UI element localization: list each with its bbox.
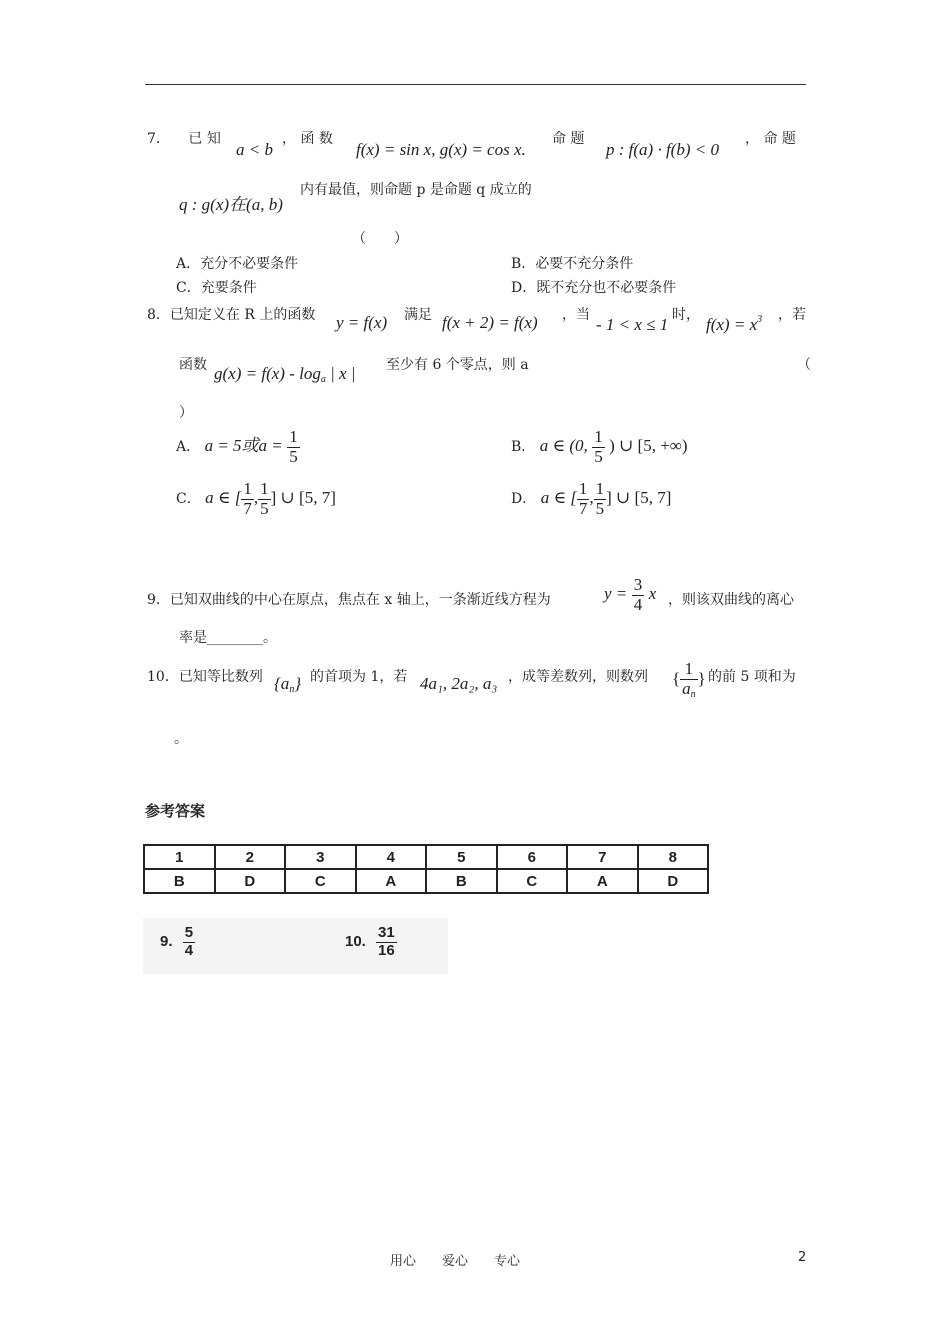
numerator: 3 (633, 575, 643, 594)
q7-text-3: 命 题 (552, 131, 585, 147)
q8-option-a (176, 428, 300, 466)
denominator: 16 (378, 941, 395, 959)
q7-option-d: D．既不充分也不必要条件 (511, 280, 677, 296)
answer-number-cell: 6 (497, 845, 568, 869)
denominator-sub: n (690, 688, 696, 700)
q7-condition: a < b (236, 140, 273, 159)
numerator: 1 (594, 427, 603, 446)
answer-letter-cell: C (497, 869, 568, 893)
q8-periodic-eq: f(x + 2) = f(x) (442, 313, 538, 332)
answer-letter-cell: D (215, 869, 286, 893)
answer-letter-cell: A (567, 869, 638, 893)
denominator: 7 (578, 498, 588, 518)
answer-9 (160, 925, 195, 959)
q9-eq-right: x (648, 584, 657, 604)
q8-option-c-fraction1 (241, 480, 254, 518)
q8-option-b-expr2: ) ∪ [5, +∞) (609, 436, 688, 456)
q8-paren-left: （ (797, 357, 811, 373)
q10-seq-open: {a (274, 674, 290, 693)
answer-table-row-numbers (144, 845, 708, 869)
q8-function: y = f(x) (336, 313, 388, 332)
header-rule (145, 84, 806, 85)
answer-number-cell: 3 (285, 845, 356, 869)
q7-answer-paren: （ ） (352, 231, 408, 247)
q8-fx-exponent: 3 (757, 314, 763, 325)
q9-fraction (632, 576, 645, 614)
footer-motto: 用心 爱心 专心 (390, 1254, 521, 1269)
q7-functions: f(x) = sin x, g(x) = cos x. (356, 140, 526, 159)
denominator: 7 (243, 498, 252, 518)
denominator: 5 (594, 446, 603, 466)
q8-option-d (511, 480, 671, 518)
q8-paren-right: ） (179, 405, 193, 421)
q10-text-4: 的前 5 项和为 (708, 669, 796, 685)
q8-text-5: 函数 (179, 357, 207, 373)
q9-text-1: 9．已知双曲线的中心在原点，焦点在 x 轴上，一条渐近线方程为 (147, 592, 551, 608)
q8-option-a-fraction (287, 428, 300, 466)
answer-letter-cell: B (144, 869, 215, 893)
q8-text-1: 满足 (404, 307, 432, 323)
answer-10 (345, 925, 397, 959)
answer-9-label: 9. (160, 932, 173, 950)
answer-letter-cell: A (356, 869, 427, 893)
q9-text-3: 率是________。 (179, 630, 277, 646)
q8-fx-base: f(x) = x (706, 315, 758, 334)
q8-text-4: ，若 (778, 307, 806, 323)
q7-text-2: ， 函 数 (282, 131, 333, 147)
page-number: 2 (798, 1250, 807, 1265)
denominator: 4 (184, 941, 194, 959)
answer-9-fraction (183, 925, 195, 959)
q10-text-2: 的首项为 1，若 (310, 669, 408, 685)
q8-option-c (176, 480, 336, 518)
denominator (680, 680, 698, 700)
answer-number-cell: 7 (567, 845, 638, 869)
answer-table (143, 844, 709, 894)
numerator: 1 (243, 479, 252, 498)
numerator: 31 (378, 924, 395, 941)
q8-number-text: 8．已知定义在 R 上的函数 (147, 307, 316, 323)
answer-letter-cell: C (285, 869, 356, 893)
q8-option-d-fraction2 (594, 480, 607, 518)
q8-option-b-fraction (592, 428, 605, 466)
q8-option-c-expr2: ] ∪ [5, 7] (270, 488, 336, 508)
q10-fraction (680, 660, 698, 700)
q8-option-c-comma: , (253, 488, 259, 508)
q10-text-3: ，成等差数列，则数列 (508, 669, 648, 685)
answer-letter-cell: B (426, 869, 497, 893)
q8-option-b-label: B． (511, 439, 536, 456)
q9-text-2: ，则该双曲线的离心 (668, 592, 794, 608)
numerator: 1 (289, 427, 298, 446)
q7-option-a: A．充分不必要条件 (176, 256, 299, 272)
q8-option-c-label: C． (176, 491, 201, 508)
answer-letter-cell: D (638, 869, 709, 893)
numerator: 1 (260, 479, 269, 498)
q8-option-b (511, 428, 688, 466)
denominator: 5 (289, 446, 298, 466)
numerator: 5 (184, 924, 194, 941)
answer-10-fraction (376, 925, 397, 959)
answer-number-cell: 8 (638, 845, 709, 869)
q8-option-d-label: D． (511, 491, 537, 508)
answer-number-cell: 4 (356, 845, 427, 869)
q8-option-b-expr1: a ∈ (0, (539, 436, 588, 456)
q8-gx (214, 364, 355, 385)
answer-number-cell: 5 (426, 845, 497, 869)
q8-option-d-expr2: ] ∪ [5, 7] (606, 488, 672, 508)
numerator: 1 (595, 479, 605, 498)
answer-table-row-letters (144, 869, 708, 893)
q7-text-4: ， 命 题 (745, 131, 796, 147)
q8-text-2: ，当 (562, 307, 590, 323)
q8-option-d-expr1: a ∈ [ (540, 488, 577, 508)
q8-gx-log-base: a (320, 374, 326, 385)
q8-fx (706, 314, 762, 335)
q8-option-d-comma: , (589, 488, 594, 508)
numerator: 1 (680, 660, 698, 680)
q10-reciprocal-seq: { $\frac{1}{a_n}$ } (672, 659, 706, 700)
answer-number-cell: 1 (144, 845, 215, 869)
answers-heading: 参考答案 (145, 802, 206, 820)
denominator: 5 (595, 498, 605, 518)
q9-eq-left: y = (604, 584, 628, 604)
q7-text-5: 内有最值，则命题 p 是命题 q 成立的 (300, 182, 532, 198)
q8-option-c-expr1: a ∈ [ (205, 488, 242, 508)
q7-line1 (147, 128, 221, 148)
answer-number-cell: 2 (215, 845, 286, 869)
q8-option-d-fraction1 (577, 480, 590, 518)
q7-proposition-q: q : g(x)在(a, b) (179, 195, 283, 214)
q8-text-3: 时， (672, 307, 700, 323)
q7-option-c: C．充要条件 (176, 280, 257, 296)
q10-sequence (274, 674, 301, 695)
q7-proposition-p: p : f(a) · f(b) < 0 (606, 140, 719, 159)
denominator: 5 (260, 498, 269, 518)
q9-asymptote (604, 576, 656, 614)
q8-range: - 1 < x ≤ 1 (596, 315, 669, 334)
numerator: 1 (578, 479, 588, 498)
q8-option-a-label: A． (176, 439, 201, 456)
q7-text-1: 已 知 (188, 131, 221, 147)
q8-option-c-fraction2 (258, 480, 271, 518)
q10-seq-sub: n (289, 684, 295, 695)
answer-10-label: 10. (345, 932, 366, 950)
q8-gx-part2: | x | (325, 364, 356, 383)
q7-option-b: B．必要不充分条件 (511, 256, 634, 272)
q7-number: 7． (147, 131, 170, 147)
denominator-base: a (682, 678, 691, 698)
q10-terms: 4a₁, 2a₂, a₃ (420, 674, 498, 693)
denominator: 4 (633, 594, 643, 614)
q8-text-6: 至少有 6 个零点，则 a (386, 357, 529, 373)
q8-gx-part1: g(x) = f(x) - log (214, 364, 321, 383)
q8-option-a-expr: a = 5或a = (204, 436, 283, 456)
q10-text-5: 。 (174, 731, 188, 747)
q10-text-1: 10．已知等比数列 (147, 669, 263, 685)
q10-seq-close: } (294, 674, 302, 693)
